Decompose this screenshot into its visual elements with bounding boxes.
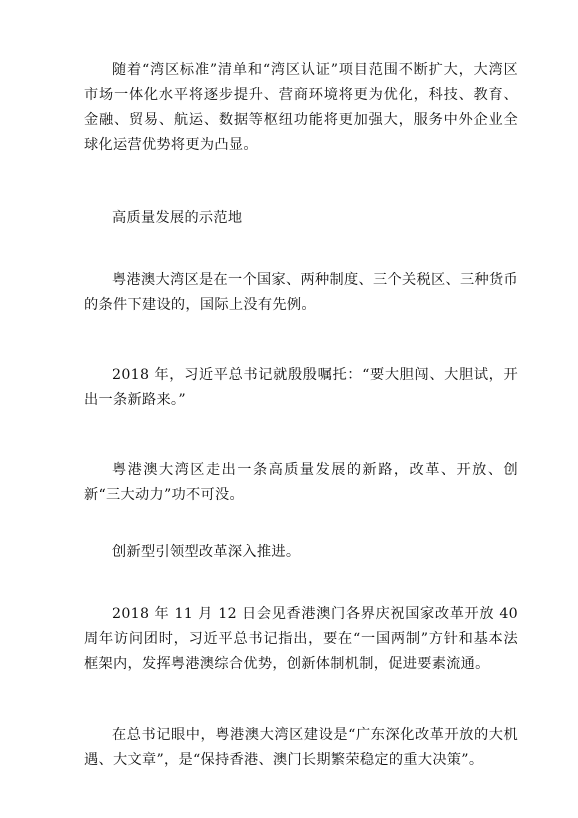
paragraph-no-precedent: 粤港澳大湾区是在一个国家、两种制度、三个关税区、三种货币的条件下建设的，国际上没有先例。 <box>84 272 518 313</box>
paragraph-2018-exhortation: 2018 年，习近平总书记就殷殷嘱托：“要大胆闯、大胆试，开出一条新路来。” <box>84 367 518 408</box>
section-heading-high-quality-development: 高质量发展的示范地 <box>112 210 243 226</box>
paragraph-bay-area-standards: 随着“湾区标准”清单和“湾区认证”项目范围不断扩大，大湾区市场一体化水平将逐步提升、营商环境将更为优化，科技、教育、金融、贸易、航运、数据等枢纽功能将更加强大，服务中外企业全球化运营优势将更为凸显。 <box>84 62 518 153</box>
paragraph-innovative-reform: 创新型引领型改革深入推进。 <box>112 544 301 560</box>
paragraph-delegation-meeting: 2018 年 11 月 12 日会见香港澳门各界庆祝国家改革开放 40 周年访问团时，习近平总书记指出，要在“一国两制”方针和基本法框架内，发挥粤港澳综合优势，创新体制机制，促进要素流通。 <box>84 606 518 672</box>
paragraph-three-driving-forces: 粤港澳大湾区走出一条高质量发展的新路，改革、开放、创新“三大动力”功不可没。 <box>84 462 518 503</box>
paragraph-major-opportunity: 在总书记眼中，粤港澳大湾区建设是“广东深化改革开放的大机遇、大文章”，是“保持香港、澳门长期繁荣稳定的重大决策”。 <box>84 727 518 768</box>
